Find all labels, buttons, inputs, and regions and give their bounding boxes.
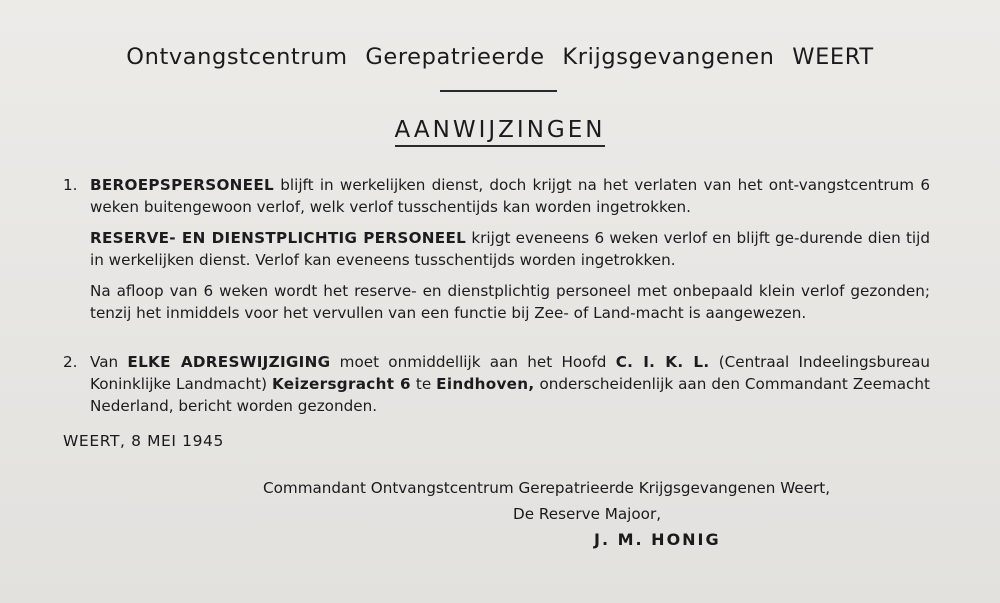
item-2-bold-2: C. I. K. L. [615, 353, 710, 371]
item-2-paragraph [63, 351, 931, 417]
header-divider [440, 90, 557, 92]
item-1-p2-bold: RESERVE- EN DIENSTPLICHTIG PERSONEEL [90, 229, 467, 247]
item-2-bold-1: ELKE ADRESWIJZIGING [127, 353, 331, 371]
item-2-text-4: te [410, 375, 437, 393]
item-2-text-1: Van [90, 353, 128, 371]
signature-name: J. M. HONIG [594, 530, 721, 549]
item-1-paragraph-1 [63, 174, 930, 218]
document-title [0, 117, 1000, 143]
document-title-text: AANWIJZINGEN [395, 117, 606, 147]
item-2-text-2: moet onmiddellijk aan het Hoofd [330, 353, 616, 371]
item-1-p1-text: blijft in werkelijken dienst, doch krijgt na het verlaten van het ont-vangstcentrum 6 weken buitengewoon verlof, welk verlof tusschentijds kan worden ingetrokken. [90, 176, 930, 216]
signature-rank: De Reserve Majoor, [513, 505, 662, 523]
item-1-paragraph-2 [90, 227, 930, 271]
item-1-p3-text: Na afloop van 6 weken wordt het reserve- en dienstplichtig personeel met onbepaald klein verlof gezonden; tenzij het inmiddels voor het vervullen van een functie bij Zee- of Land-macht is aangewezen. [90, 282, 930, 322]
item-1-paragraph-3 [90, 280, 930, 324]
item-1-p1-bold: BEROEPSPERSONEEL [90, 176, 274, 194]
organization-header: Ontvangstcentrum Gerepatrieerde Krijgsgevangenen WEERT [126, 44, 874, 70]
item-2-bold-4: Eindhoven, [436, 375, 535, 393]
item-2-text-3: (Centraal Indeelingsbureau Koninklijke Landmacht) [90, 353, 931, 393]
item-1-p2-text: krijgt eveneens 6 weken verlof en blijft ge-durende dien tijd in werkelijken dienst. Verlof kan eveneens tusschentijds worden ingetrokken. [90, 229, 930, 269]
date-line: WEERT, 8 MEI 1945 [63, 432, 224, 450]
item-2-number: 2. [63, 353, 78, 371]
item-1-number: 1. [63, 176, 78, 194]
signature-title: Commandant Ontvangstcentrum Gerepatrieerde Krijgsgevangenen Weert, [263, 479, 831, 497]
item-2-bold-3: Keizersgracht 6 [272, 375, 411, 393]
item-2-text-5: onderscheidenlijk aan den Commandant Zeemacht Nederland, bericht worden gezonden. [90, 375, 930, 415]
